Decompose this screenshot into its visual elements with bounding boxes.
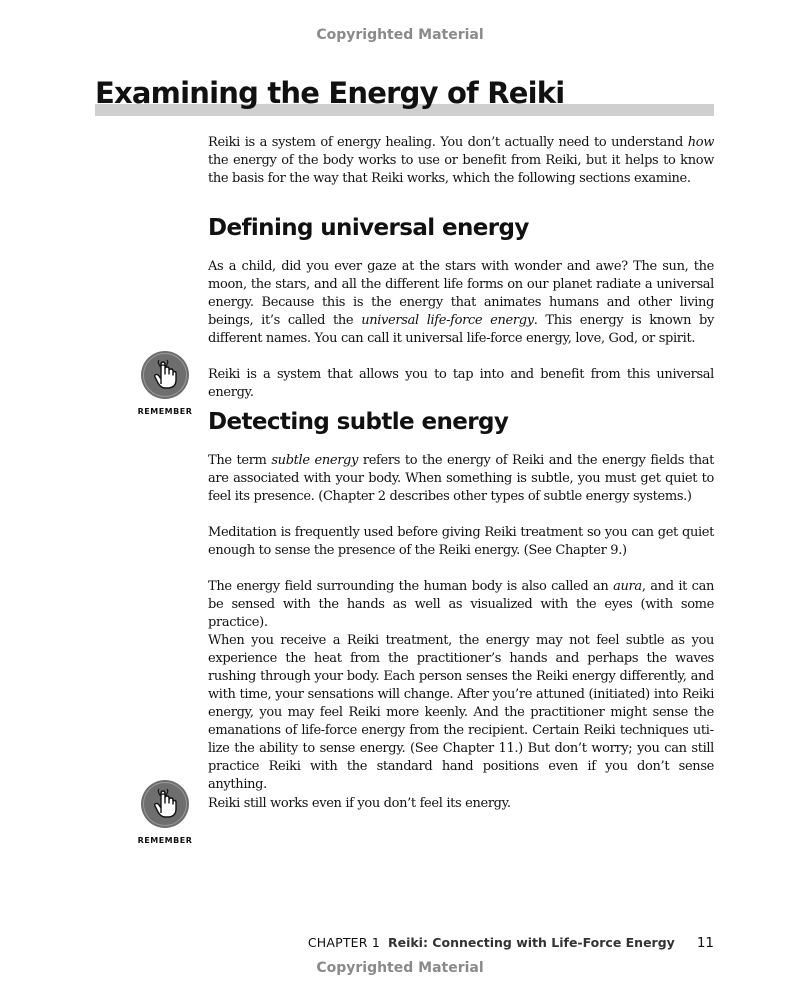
- footer-chapter-number: CHAPTER 1: [307, 935, 380, 950]
- emphasis: universal life-force energy: [361, 313, 534, 328]
- emphasis: how: [687, 135, 714, 150]
- remember-label: REMEMBER: [137, 407, 193, 416]
- finger-with-string-icon: [140, 350, 190, 400]
- remember-text-2: Reiki still works even if you don’t feel its energy.: [208, 796, 511, 811]
- page-title: Examining the Energy of Reiki: [95, 76, 565, 110]
- emphasis: aura: [613, 579, 642, 594]
- remember-label: REMEMBER: [137, 836, 193, 845]
- page-number: 11: [696, 935, 714, 951]
- copyright-watermark-bottom: Copyrighted Material: [316, 960, 484, 976]
- section-heading-subtle-energy: Detecting subtle energy: [208, 409, 509, 435]
- remember-text-1: Reiki is a system that allows you to tap into and benefit from this universal energy.: [208, 367, 714, 400]
- emphasis: subtle energy: [271, 453, 359, 468]
- finger-with-string-icon: [140, 779, 190, 829]
- section-heading-universal-energy: Defining universal energy: [208, 215, 529, 241]
- subtle-energy-paragraph-2: Meditation is frequently used before giving Reiki treatment so you can get quiet enough to sense the presence of the Reiki energy. (See Chapter 9.): [208, 525, 714, 558]
- page-footer: [308, 935, 714, 951]
- subtle-energy-paragraph-4: When you receive a Reiki treatment, the energy may not feel subtle as you experience the heat from the practitioner’s hands and perhaps the waves rushing through your body. Each person senses the Reiki energy differently, and with time, your sensations will change. After you’re attuned (initiated) into Reiki energy, you may feel Reiki more keenly. And the practitioner might sense the emanations of life-force energy from the recipient. Certain Reiki techniques utilize the ability to sense energy. (See Chapter 11.) But don’t worry; you can still practice Reiki with the standard hand positions even if you don’t sense anything.: [208, 633, 714, 792]
- intro-paragraph: Reiki is a system of energy healing. You don’t actually need to understand how the energy of the body works to use or benefit from Reiki, but it helps to know the basis for the way that Reiki works, which the following sections examine.: [208, 135, 714, 186]
- universal-energy-paragraph: As a child, did you ever gaze at the stars with wonder and awe? The sun, the moon, the stars, and all the different life forms on our planet radiate a universal energy. Because this is the energy that animates humans and other living beings, it’s called the universal life-force energy. This energy is known by different names. You can call it universal life-force energy, love, God, or spirit.: [208, 259, 714, 346]
- copyright-watermark-top: Copyrighted Material: [316, 27, 484, 43]
- footer-chapter-title: Reiki: Connecting with Life-Force Energy: [387, 935, 675, 950]
- chapter-section-heading: [95, 76, 714, 116]
- subtle-energy-paragraph-1: The term subtle energy refers to the energy of Reiki and the energy fields that are associated with your body. When something is subtle, you must get quiet to feel its presence. (Chapter 2 describes other types of subtle energy systems.): [208, 453, 715, 504]
- subtle-energy-paragraph-3: The energy field surrounding the human body is also called an aura, and it can be sensed with the hands as well as visualized with the eyes (with some practice).: [208, 579, 715, 630]
